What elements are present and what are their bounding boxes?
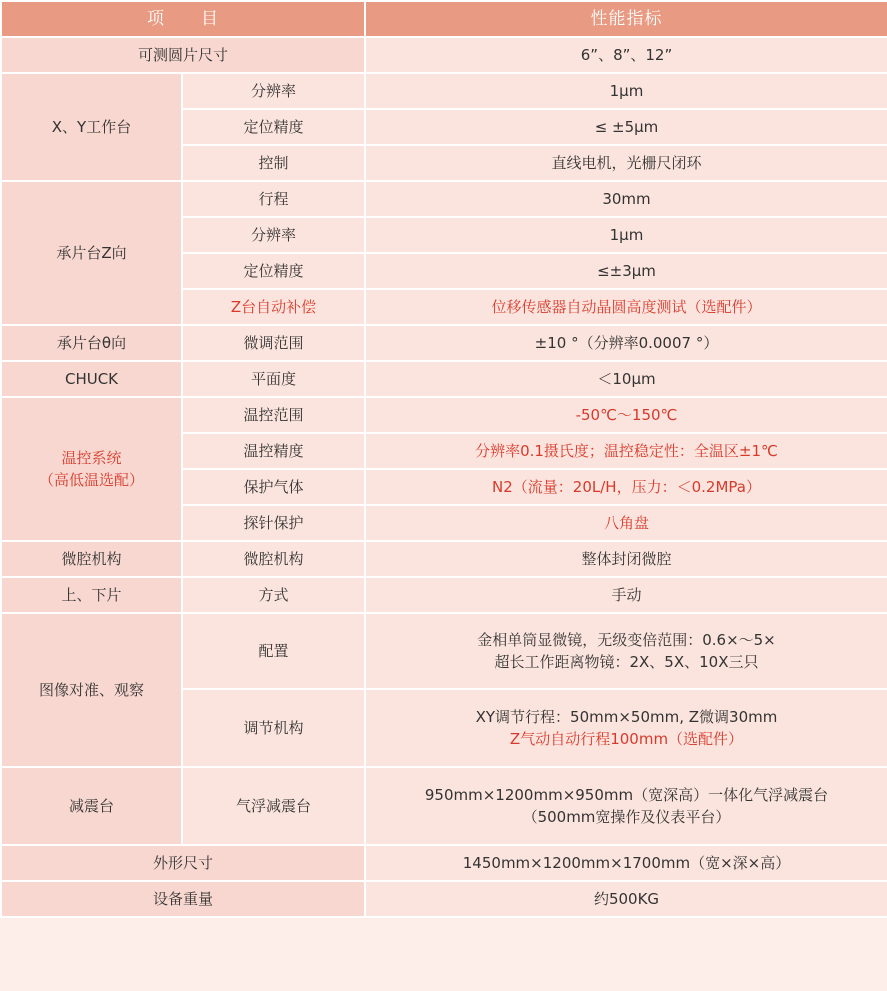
row-label: 行程	[182, 181, 365, 217]
row-label: 配置	[182, 613, 365, 689]
header-spec: 性能指标	[365, 1, 887, 37]
row-value: ≤ ±5μm	[365, 109, 887, 145]
row-label: 外形尺寸	[1, 845, 365, 881]
row-label: 分辨率	[182, 217, 365, 253]
row-label: 温控精度	[182, 433, 365, 469]
row-value: 分辨率0.1摄氏度；温控稳定性：全温区±1℃	[365, 433, 887, 469]
row-label: 探针保护	[182, 505, 365, 541]
category-cell: CHUCK	[1, 361, 182, 397]
row-value: 约500KG	[365, 881, 887, 917]
header-item: 项 目	[1, 1, 365, 37]
row-label: 定位精度	[182, 109, 365, 145]
row-label: 方式	[182, 577, 365, 613]
category-cell	[1, 397, 182, 541]
value-line: 950mm×1200mm×950mm（宽深高）一体化气浮减震台	[424, 786, 829, 804]
row-label: 分辨率	[182, 73, 365, 109]
category-cell: 减震台	[1, 767, 182, 845]
category-cell: 承片台θ向	[1, 325, 182, 361]
row-value: -50℃～150℃	[365, 397, 887, 433]
table-row	[1, 845, 887, 881]
table-row	[1, 613, 887, 689]
table-row	[1, 767, 887, 845]
category-cell: X、Y工作台	[1, 73, 182, 181]
row-value: 1450mm×1200mm×1700mm（宽×深×高）	[365, 845, 887, 881]
row-label: 控制	[182, 145, 365, 181]
row-value: ≤±3μm	[365, 253, 887, 289]
value-line: 金相单筒显微镜，无级变倍范围：0.6×～5×	[477, 631, 776, 649]
row-label: 可测圆片尺寸	[1, 37, 365, 73]
row-value: 手动	[365, 577, 887, 613]
value-line: XY调节行程：50mm×50mm, Z微调30mm	[475, 708, 778, 726]
row-value: 1μm	[365, 73, 887, 109]
table-row	[1, 881, 887, 917]
value-line: 超长工作距离物镜：2X、5X、10X三只	[494, 653, 759, 671]
row-value: 直线电机，光栅尺闭环	[365, 145, 887, 181]
row-label: 保护气体	[182, 469, 365, 505]
row-value: N2（流量：20L/H，压力：＜0.2MPa）	[365, 469, 887, 505]
table-row	[1, 541, 887, 577]
table-row	[1, 577, 887, 613]
row-label: 气浮减震台	[182, 767, 365, 845]
row-label: 调节机构	[182, 689, 365, 767]
table-row	[1, 37, 887, 73]
table-row	[1, 73, 887, 109]
category-line: （高低温选配）	[38, 471, 144, 489]
row-value: 1μm	[365, 217, 887, 253]
table-row	[1, 397, 887, 433]
row-value: ＜10μm	[365, 361, 887, 397]
row-value: 整体封闭微腔	[365, 541, 887, 577]
row-label: 微腔机构	[182, 541, 365, 577]
row-label: Z台自动补偿	[182, 289, 365, 325]
row-label: 设备重量	[1, 881, 365, 917]
row-label: 平面度	[182, 361, 365, 397]
table-row	[1, 181, 887, 217]
row-value: 位移传感器自动晶圆高度测试（选配件）	[365, 289, 887, 325]
value-line: （500mm宽操作及仪表平台）	[522, 808, 731, 826]
row-value	[365, 613, 887, 689]
table-header-row	[1, 1, 887, 37]
table-row	[1, 361, 887, 397]
row-value: 6”、8”、12”	[365, 37, 887, 73]
category-line: 温控系统	[61, 449, 122, 467]
row-value	[365, 767, 887, 845]
category-cell: 微腔机构	[1, 541, 182, 577]
row-label: 温控范围	[182, 397, 365, 433]
row-value	[365, 689, 887, 767]
row-label: 微调范围	[182, 325, 365, 361]
category-cell: 上、下片	[1, 577, 182, 613]
category-cell: 图像对准、观察	[1, 613, 182, 767]
row-value: 30mm	[365, 181, 887, 217]
value-line: Z气动自动行程100mm（选配件）	[509, 730, 744, 748]
row-label: 定位精度	[182, 253, 365, 289]
table-row	[1, 325, 887, 361]
row-value: 八角盘	[365, 505, 887, 541]
row-value: ±10 °（分辨率0.0007 °）	[365, 325, 887, 361]
category-cell: 承片台Z向	[1, 181, 182, 325]
